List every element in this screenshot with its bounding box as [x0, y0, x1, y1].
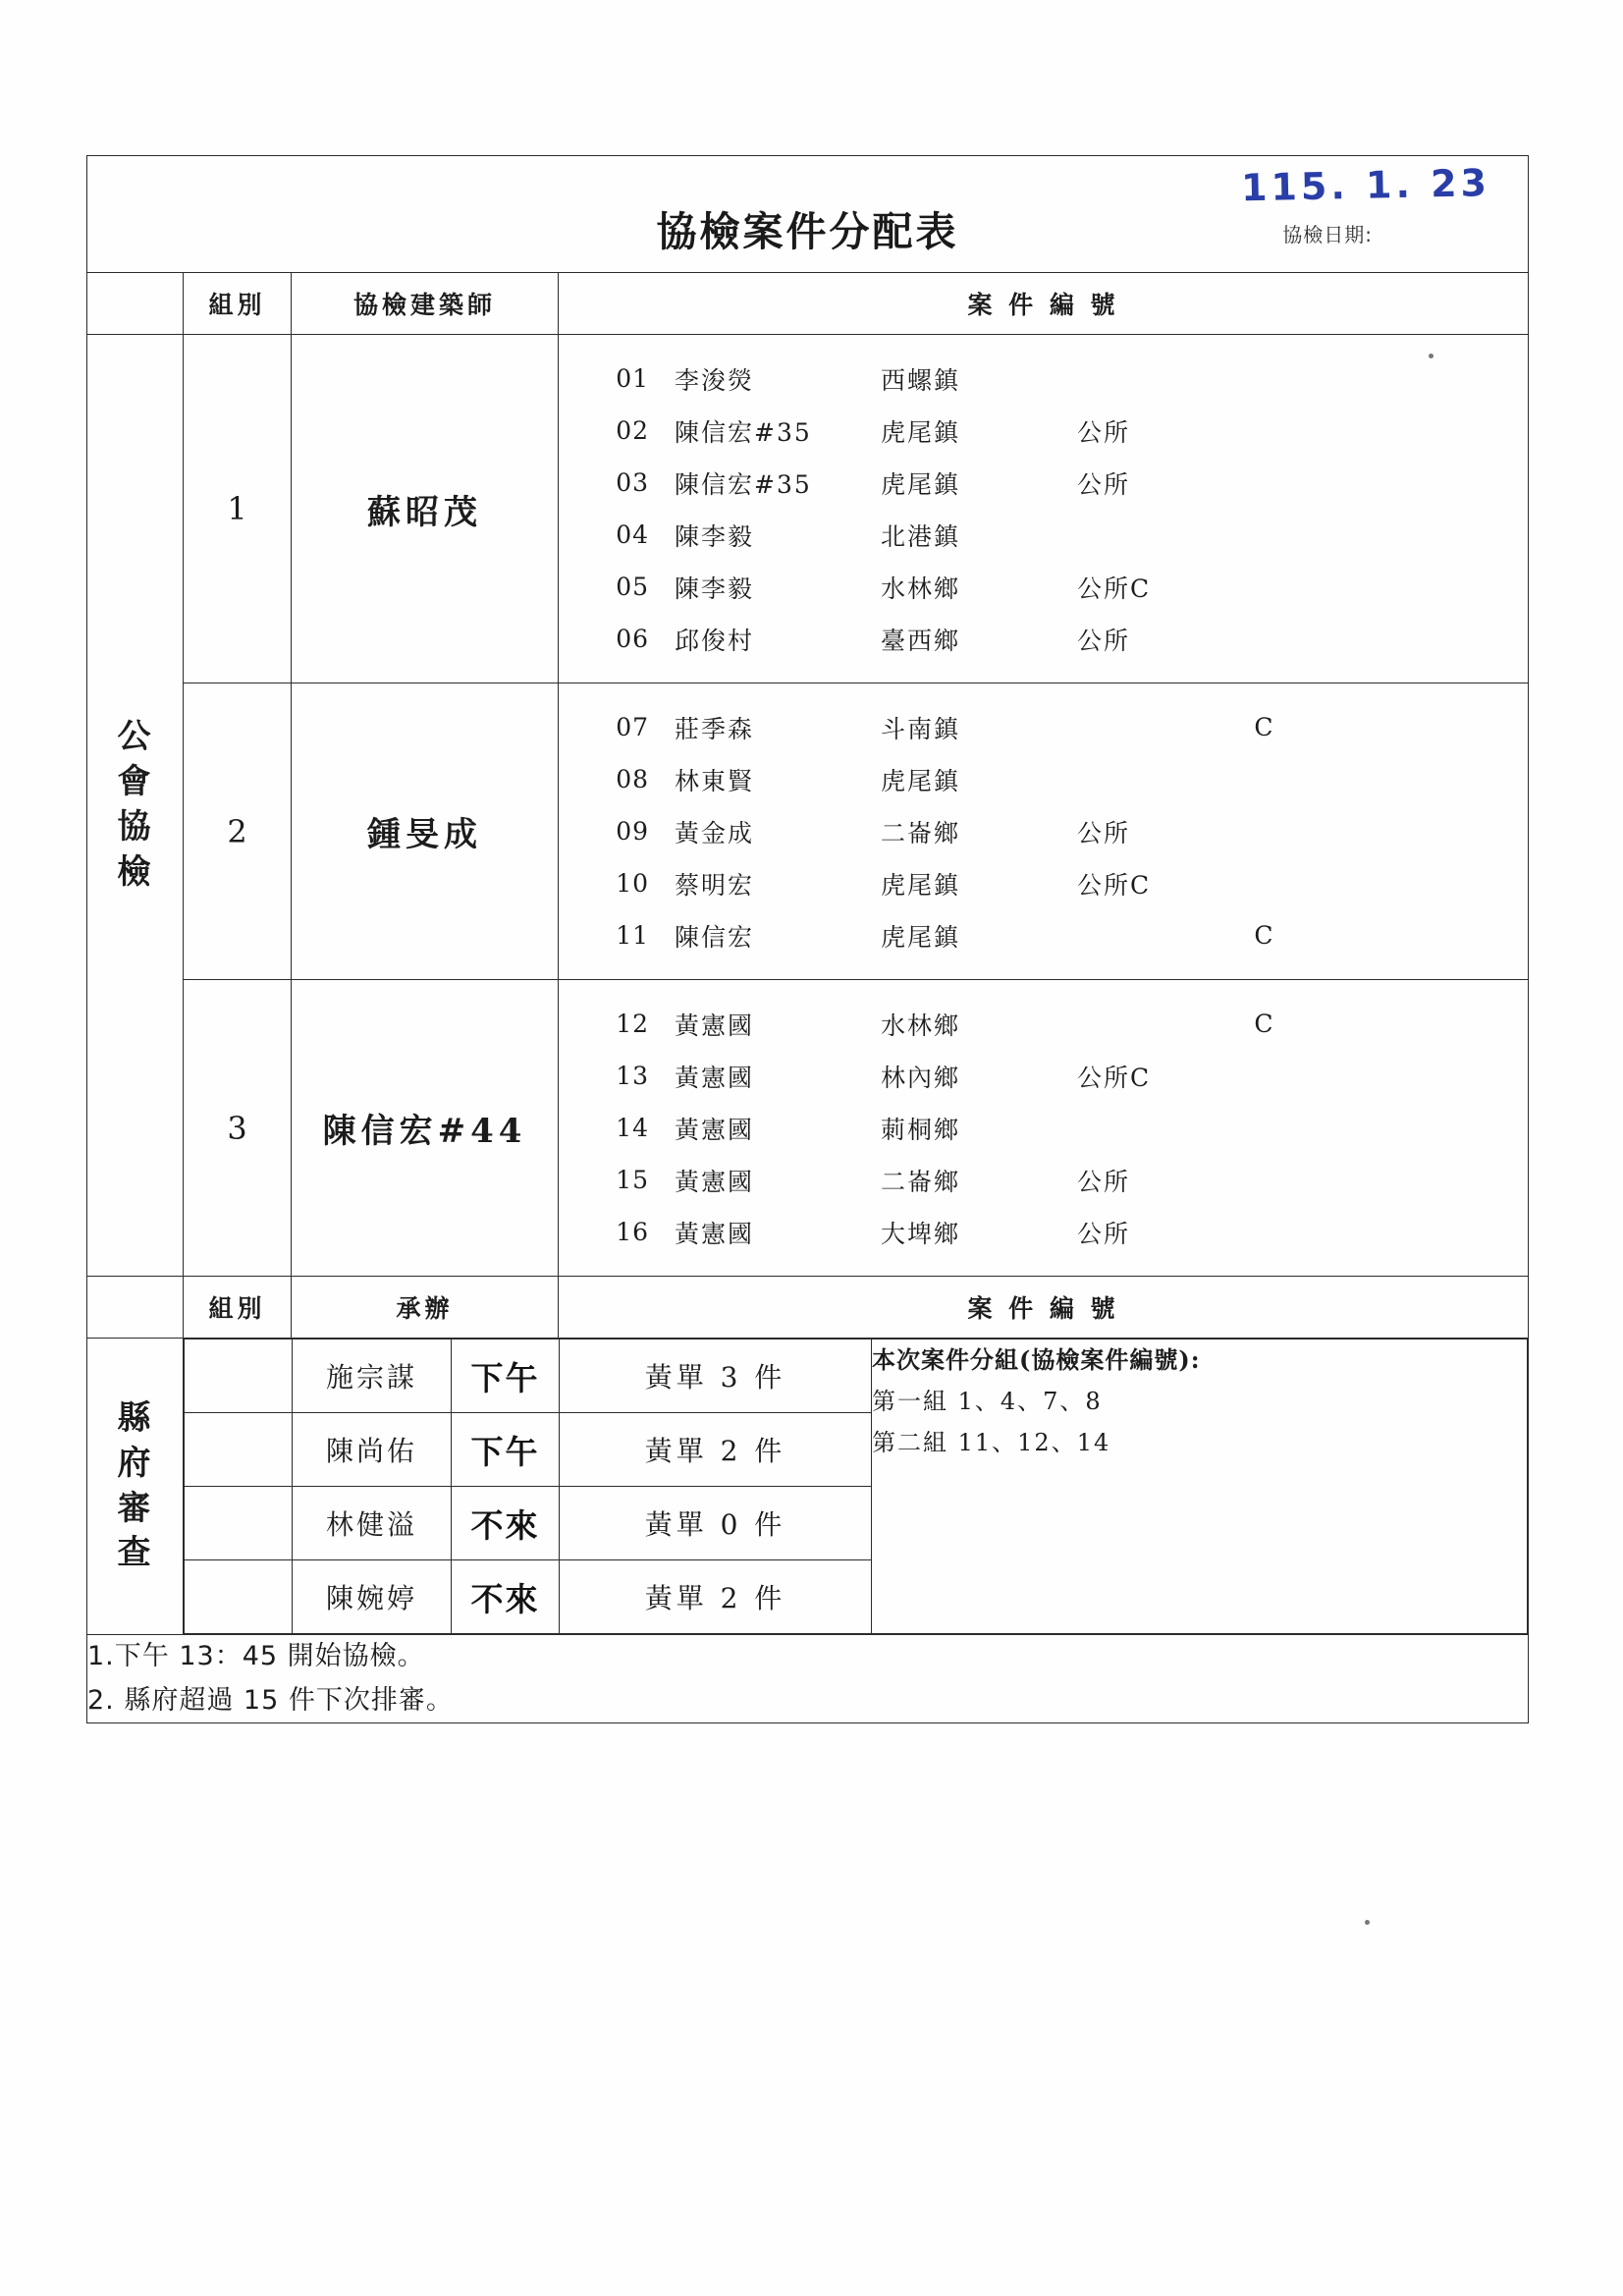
- page-title: 協檢案件分配表: [656, 207, 959, 255]
- label-char-4: 檢: [117, 851, 153, 892]
- attendance-status: 下午: [452, 1339, 560, 1413]
- case-office: 公所: [1077, 818, 1131, 847]
- case-row: [559, 1206, 1528, 1258]
- county-label-top: [87, 1277, 184, 1339]
- case-town: 虎尾鎮: [881, 469, 961, 499]
- case-town: 虎尾鎮: [881, 870, 961, 900]
- case-office: 公所C: [1077, 574, 1152, 603]
- case-office: 公所: [1077, 1219, 1131, 1248]
- case-row: [559, 561, 1528, 613]
- header-architect: 協檢建築師: [292, 273, 559, 335]
- case-office: 公所: [1077, 1167, 1131, 1196]
- date-block: [1206, 161, 1500, 247]
- section-label-association: [87, 335, 184, 1277]
- case-person: 李浚熒: [675, 365, 755, 395]
- case-person: 莊季森: [675, 714, 755, 743]
- case-town: 虎尾鎮: [881, 766, 961, 795]
- case-town: 虎尾鎮: [881, 417, 961, 447]
- attendance-status: 下午: [452, 1413, 560, 1487]
- group-architect: 鍾旻成: [292, 683, 559, 980]
- footer-note-line: 2. 縣府超過 15 件下次排審。: [87, 1684, 454, 1716]
- county-group-cell: [185, 1487, 293, 1560]
- label-char-3: 協: [117, 807, 153, 847]
- case-mark: C: [1254, 1010, 1273, 1038]
- yellow-slip-count: 黃單 2 件: [560, 1560, 872, 1634]
- group-number: 3: [184, 980, 292, 1277]
- case-person: 黃憲國: [675, 1011, 755, 1040]
- header-group-2: 組別: [184, 1277, 292, 1339]
- case-number: 12: [616, 1010, 649, 1038]
- group-row-2: [87, 683, 1529, 980]
- case-person: 陳李毅: [675, 574, 755, 603]
- case-town: 二崙鄉: [881, 1167, 961, 1196]
- reviewer-name: 林健溢: [293, 1487, 452, 1560]
- case-row: [559, 805, 1528, 857]
- label-char-1: 公: [117, 717, 153, 757]
- case-person: 黃憲國: [675, 1219, 755, 1248]
- case-person: 林東賢: [675, 766, 755, 795]
- case-person: 陳李毅: [675, 521, 755, 551]
- scan-artifact-dot: [1429, 354, 1434, 358]
- assignment-form: [86, 155, 1528, 1723]
- case-person: 黃憲國: [675, 1115, 755, 1144]
- county-body-row: [87, 1339, 1529, 1635]
- county-row: [185, 1339, 1528, 1413]
- label-char-2: 府: [117, 1443, 153, 1483]
- group-row-1: [87, 335, 1529, 683]
- case-person: 陳信宏#35: [675, 417, 812, 447]
- group-cases: [559, 980, 1529, 1277]
- case-list: [559, 335, 1528, 683]
- header-case-no: 案 件 編 號: [559, 273, 1529, 335]
- case-row: [559, 353, 1528, 405]
- case-row: [559, 857, 1528, 909]
- footer-notes: [87, 1635, 1529, 1723]
- case-person: 黃金成: [675, 818, 755, 847]
- case-person: 黃憲國: [675, 1167, 755, 1196]
- label-char-3: 審: [117, 1488, 153, 1528]
- case-town: 莿桐鄉: [881, 1115, 961, 1144]
- case-mark: C: [1254, 921, 1273, 950]
- group-architect: 陳信宏#44: [292, 980, 559, 1277]
- case-row: [559, 405, 1528, 457]
- group-row-3: [87, 980, 1529, 1277]
- label-char-2: 會: [117, 762, 153, 802]
- case-number: 02: [616, 416, 649, 445]
- case-town: 林內鄉: [881, 1063, 961, 1092]
- case-row: [559, 701, 1528, 753]
- case-town: 二崙鄉: [881, 818, 961, 847]
- case-list: [559, 980, 1528, 1276]
- handwritten-date: 115. 1. 23: [1240, 161, 1491, 210]
- county-table: [184, 1339, 1528, 1634]
- case-number: 03: [616, 468, 649, 497]
- case-number: 09: [616, 817, 649, 846]
- case-town: 臺西鄉: [881, 626, 961, 655]
- case-row: [559, 909, 1528, 961]
- case-number: 15: [616, 1166, 649, 1194]
- date-label: 協檢日期:: [1282, 223, 1373, 246]
- case-person: 黃憲國: [675, 1063, 755, 1092]
- case-number: 13: [616, 1062, 649, 1090]
- case-row: [559, 1102, 1528, 1154]
- case-row: [559, 998, 1528, 1050]
- case-office: 公所C: [1077, 870, 1152, 900]
- case-row: [559, 753, 1528, 805]
- group-cases: [559, 335, 1529, 683]
- footer-notes-row: [87, 1635, 1529, 1723]
- yellow-slip-count: 黃單 0 件: [560, 1487, 872, 1560]
- header-row: [87, 273, 1529, 335]
- case-number: 08: [616, 765, 649, 793]
- case-number: 10: [616, 869, 649, 898]
- assignment-note-line: 第二組 11、12、14: [872, 1429, 1111, 1456]
- case-row: [559, 613, 1528, 665]
- case-person: 邱俊村: [675, 626, 755, 655]
- group-number: 1: [184, 335, 292, 683]
- case-number: 01: [616, 364, 649, 393]
- assignment-note-line: 第一組 1、4、7、8: [872, 1388, 1103, 1415]
- case-number: 04: [616, 520, 649, 549]
- case-office: 公所: [1077, 469, 1131, 499]
- case-mark: C: [1254, 713, 1273, 741]
- footer-note-line: 1.下午 13：45 開始協檢。: [87, 1641, 425, 1671]
- county-table-cell: [184, 1339, 1529, 1635]
- case-number: 11: [616, 921, 649, 950]
- assignment-note-title: 本次案件分組(協檢案件編號):: [872, 1345, 1201, 1374]
- case-town: 北港鎮: [881, 521, 961, 551]
- header-case-no-2: 案 件 編 號: [559, 1277, 1529, 1339]
- case-office: 公所C: [1077, 1063, 1152, 1092]
- case-town: 虎尾鎮: [881, 922, 961, 952]
- case-person: 蔡明宏: [675, 870, 755, 900]
- case-number: 07: [616, 713, 649, 741]
- case-number: 16: [616, 1218, 649, 1246]
- attendance-status: 不來: [452, 1560, 560, 1634]
- county-header-row: [87, 1277, 1529, 1339]
- case-number: 06: [616, 625, 649, 653]
- case-town: 西螺鎮: [881, 365, 961, 395]
- case-row: [559, 1050, 1528, 1102]
- case-number: 05: [616, 573, 649, 601]
- case-row: [559, 457, 1528, 509]
- case-office: 公所: [1077, 417, 1131, 447]
- county-group-cell: [185, 1413, 293, 1487]
- reviewer-name: 陳婉婷: [293, 1560, 452, 1634]
- title-cell: [87, 156, 1529, 273]
- label-char-1: 縣: [117, 1397, 153, 1438]
- yellow-slip-count: 黃單 2 件: [560, 1413, 872, 1487]
- case-town: 水林鄉: [881, 1011, 961, 1040]
- case-town: 斗南鎮: [881, 714, 961, 743]
- case-office: 公所: [1077, 626, 1131, 655]
- section-label-county: [87, 1339, 184, 1635]
- label-char-4: 查: [117, 1533, 153, 1573]
- main-table: [86, 155, 1529, 1723]
- scan-artifact-dot: [1365, 1920, 1370, 1925]
- county-group-cell: [185, 1339, 293, 1413]
- title-row: [87, 156, 1529, 273]
- county-group-cell: [185, 1560, 293, 1634]
- group-number: 2: [184, 683, 292, 980]
- reviewer-name: 陳尚佑: [293, 1413, 452, 1487]
- header-blank-cell: [87, 273, 184, 335]
- assignment-note-box: [872, 1339, 1528, 1634]
- yellow-slip-count: 黃單 3 件: [560, 1339, 872, 1413]
- reviewer-name: 施宗謀: [293, 1339, 452, 1413]
- case-town: 水林鄉: [881, 574, 961, 603]
- case-list: [559, 683, 1528, 979]
- case-town: 大埤鄉: [881, 1219, 961, 1248]
- case-number: 14: [616, 1114, 649, 1142]
- attendance-status: 不來: [452, 1487, 560, 1560]
- header-handler: 承辦: [292, 1277, 559, 1339]
- case-person: 陳信宏: [675, 922, 755, 952]
- case-row: [559, 1154, 1528, 1206]
- group-architect: 蘇昭茂: [292, 335, 559, 683]
- header-group: 組別: [184, 273, 292, 335]
- case-person: 陳信宏#35: [675, 469, 812, 499]
- group-cases: [559, 683, 1529, 980]
- case-row: [559, 509, 1528, 561]
